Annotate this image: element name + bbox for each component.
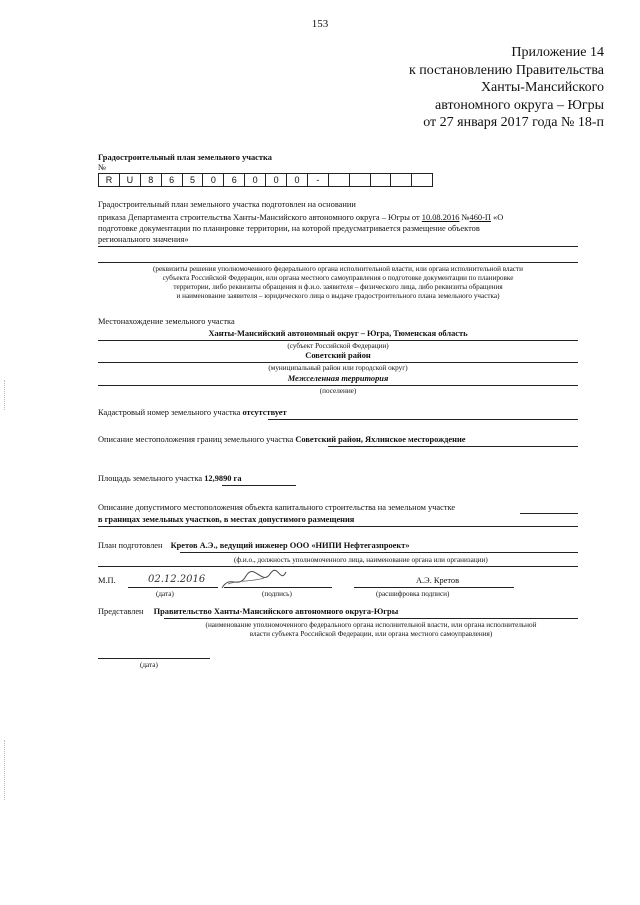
boundaries-label: Описание местоположения границ земельного участка [98,435,294,444]
prepared-label: План подготовлен [98,541,163,550]
caption-line: и наименование заявителя – юридического лица о выдаче градостроительного плана земельного участка) [176,292,500,300]
appendix-line: Приложение 14 [511,45,604,60]
page-number: 153 [311,18,329,30]
number-cell [391,174,412,187]
basis-line3: подготовке документации по планировке территории, на которой предусматривается размещение объектов [98,224,480,233]
area-label: Площадь земельного участка [98,474,203,483]
document-title: Градостроительный план земельного участка [98,153,272,162]
district-caption: (муниципальный район или городской округ) [268,364,408,372]
underline [520,513,578,514]
basis-caption [98,265,578,301]
mp-label: М.П. [98,576,116,585]
underline [328,446,578,447]
underline [224,587,332,588]
basis-suffix: «О [493,213,504,222]
number-cell: 0 [203,174,224,187]
number-cell [412,174,433,187]
caption-line: субъекта Российской Федерации, или органа местного самоуправления о подготовке документации по планировке [162,274,514,282]
underline [222,485,296,486]
location-settlement: Межселенная территория [287,374,389,383]
area-row [98,474,242,485]
presented-row [98,607,398,618]
placement-label: Описание допустимого местоположения объекта капитального строительства на земельном участке [98,503,456,512]
stamp-date: 02.12.2016 [148,574,206,585]
appendix-header [409,44,604,132]
underline [98,340,578,341]
underline [128,587,218,588]
basis-line1: Градостроительный план земельного участка подготовлен на основании [98,200,356,209]
margin-mark [4,380,6,410]
underline [268,419,578,420]
name-caption: (расшифровка подписи) [376,590,450,598]
caption-line: (наименование уполномоченного федерального органа исполнительной власти, или органа исполнительной [205,621,537,629]
number-cell [328,174,349,187]
underline [98,262,578,263]
appendix-line: Ханты-Мансийского [480,80,604,95]
number-cell: 0 [266,174,287,187]
date-caption: (дата) [156,590,174,598]
prepared-value: Кретов А.Э., ведущий инженер ООО «НИПИ Нефтегазпроект» [170,541,410,550]
plan-number-cells [98,173,433,187]
number-cell: - [307,174,328,187]
underline [98,566,578,567]
basis-line4: регионального значения» [98,235,189,244]
presented-label: Представлен [98,607,144,616]
number-cell: R [99,174,120,187]
cadastral-value: отсутствует [242,408,287,417]
underline [164,618,578,619]
caption-line: (реквизиты решения уполномоченного федерального органа исполнительной власти, или органа исполнительной власти [153,265,523,273]
cadastral-label: Кадастровый номер земельного участка [98,408,241,417]
margin-mark [4,740,6,800]
area-value: 12,9890 га [204,474,242,483]
appendix-line: автономного округа – Югры [435,97,604,113]
number-cell: 6 [224,174,245,187]
underline [98,246,578,247]
basis-number: 460-П [469,213,491,222]
signature-caption: (подпись) [262,590,292,598]
placement-value: в границах земельных участков, в местах допустимого размещения [98,515,355,524]
boundaries-row [98,435,466,446]
basis-number-prefix: № [461,213,470,222]
basis-text: приказа Департамента строительства Ханты-Мансийского автономного округа – Югры от [98,213,420,222]
subject-caption: (субъект Российской Федерации) [287,342,389,350]
settlement-caption: (поселение) [319,387,357,395]
caption-line: власти субъекта Российской Федерации, или органа местного самоуправления) [249,630,493,638]
prepared-caption: (ф.и.о., должность уполномоченного лица, наименование органа или организации) [234,556,488,564]
presented-value: Правительство Ханты-Мансийского автономного округа-Югры [153,607,399,616]
basis-line2 [98,213,503,224]
number-cell: 0 [287,174,308,187]
basis-date: 10.08.2016 [421,213,460,222]
number-cell: U [119,174,140,187]
number-cell: 0 [245,174,266,187]
cadastral-row [98,408,287,419]
number-cell: 6 [161,174,182,187]
underline [180,552,578,553]
appendix-line: к постановлению Правительства [408,62,604,78]
caption-line: территории, либо реквизиты обращения и ф.и.о. заявителя – физического лица, либо реквизиты обращения [173,283,503,291]
location-label: Местонахождение земельного участка [98,317,235,326]
number-cell: 8 [140,174,161,187]
signer-name: А.Э. Кретов [416,576,460,585]
prepared-row [98,541,410,552]
underline [98,526,578,527]
number-cell [370,174,391,187]
underline [98,362,578,363]
underline [354,587,514,588]
appendix-line: от 27 января 2017 года № 18-п [423,115,604,130]
location-subject: Ханты-Мансийский автономный округ – Югра, Тюменская область [208,329,468,338]
number-cell [349,174,370,187]
boundaries-value: Советский район, Яхлинское месторождение [295,435,466,444]
final-date-caption: (дата) [140,661,158,669]
number-cell: 5 [182,174,203,187]
location-district: Советский район [305,351,371,360]
underline [98,658,210,659]
underline [98,385,578,386]
presented-caption [164,621,578,639]
number-label: № [98,163,106,172]
